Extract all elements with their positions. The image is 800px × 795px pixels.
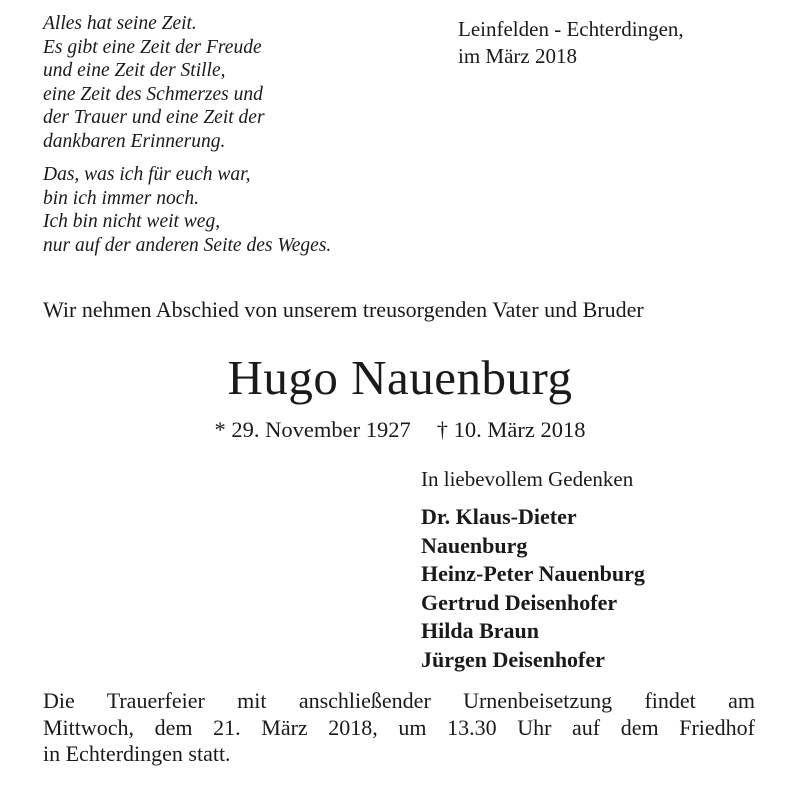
birth-date: * 29. November 1927: [214, 417, 411, 442]
poem-line: nur auf der anderen Seite des Weges.: [43, 234, 332, 256]
place-and-date: [458, 16, 684, 70]
mourner-name: Hilda Braun: [421, 618, 539, 643]
poem-line: dankbaren Erinnerung.: [43, 130, 226, 152]
death-date: † 10. März 2018: [436, 417, 586, 442]
memorial-poem: [43, 12, 443, 267]
place: Leinfelden - Echterdingen,: [458, 17, 684, 41]
poem-stanza-2: [43, 163, 443, 257]
farewell-text: Wir nehmen Abschied von unserem treusorgenden Vater und Bruder: [43, 297, 644, 322]
poem-line: Das, was ich für euch war,: [43, 164, 251, 185]
poem-line: eine Zeit des Schmerzes und: [43, 83, 263, 105]
mourner-name: Heinz-Peter Nauenburg: [421, 561, 645, 586]
poem-line: Es gibt eine Zeit der Freude: [43, 36, 262, 58]
poem-line: Ich bin nicht weit weg,: [43, 211, 221, 232]
mourner-name: Nauenburg: [421, 532, 528, 558]
funeral-line: Die Trauerfeier mit anschließender Urnenbeisetzung findet am: [43, 688, 755, 713]
funeral-line: in Echterdingen statt.: [43, 741, 231, 766]
date: im März 2018: [458, 44, 577, 68]
mourners-intro: In liebevollem Gedenken: [421, 467, 634, 491]
mourner-name: Dr. Klaus-Dieter: [421, 504, 577, 529]
deceased-name: Hugo Nauenburg: [227, 350, 573, 405]
mourner-name: Jürgen Deisenhofer: [421, 646, 605, 672]
poem-line: Alles hat seine Zeit.: [43, 13, 197, 34]
poem-line: und eine Zeit der Stille,: [43, 60, 226, 81]
poem-line: bin ich immer noch.: [43, 187, 199, 209]
mourner-name: Gertrud Deisenhofer: [421, 589, 618, 615]
mourners-block: [421, 465, 761, 674]
poem-line: der Trauer und eine Zeit der: [43, 107, 265, 128]
funeral-info: [43, 688, 755, 768]
life-dates: [0, 415, 800, 445]
funeral-line: Mittwoch, dem 21. März 2018, um 13.30 Uhr auf dem Friedhof: [43, 714, 755, 740]
poem-stanza-1: [43, 12, 443, 153]
